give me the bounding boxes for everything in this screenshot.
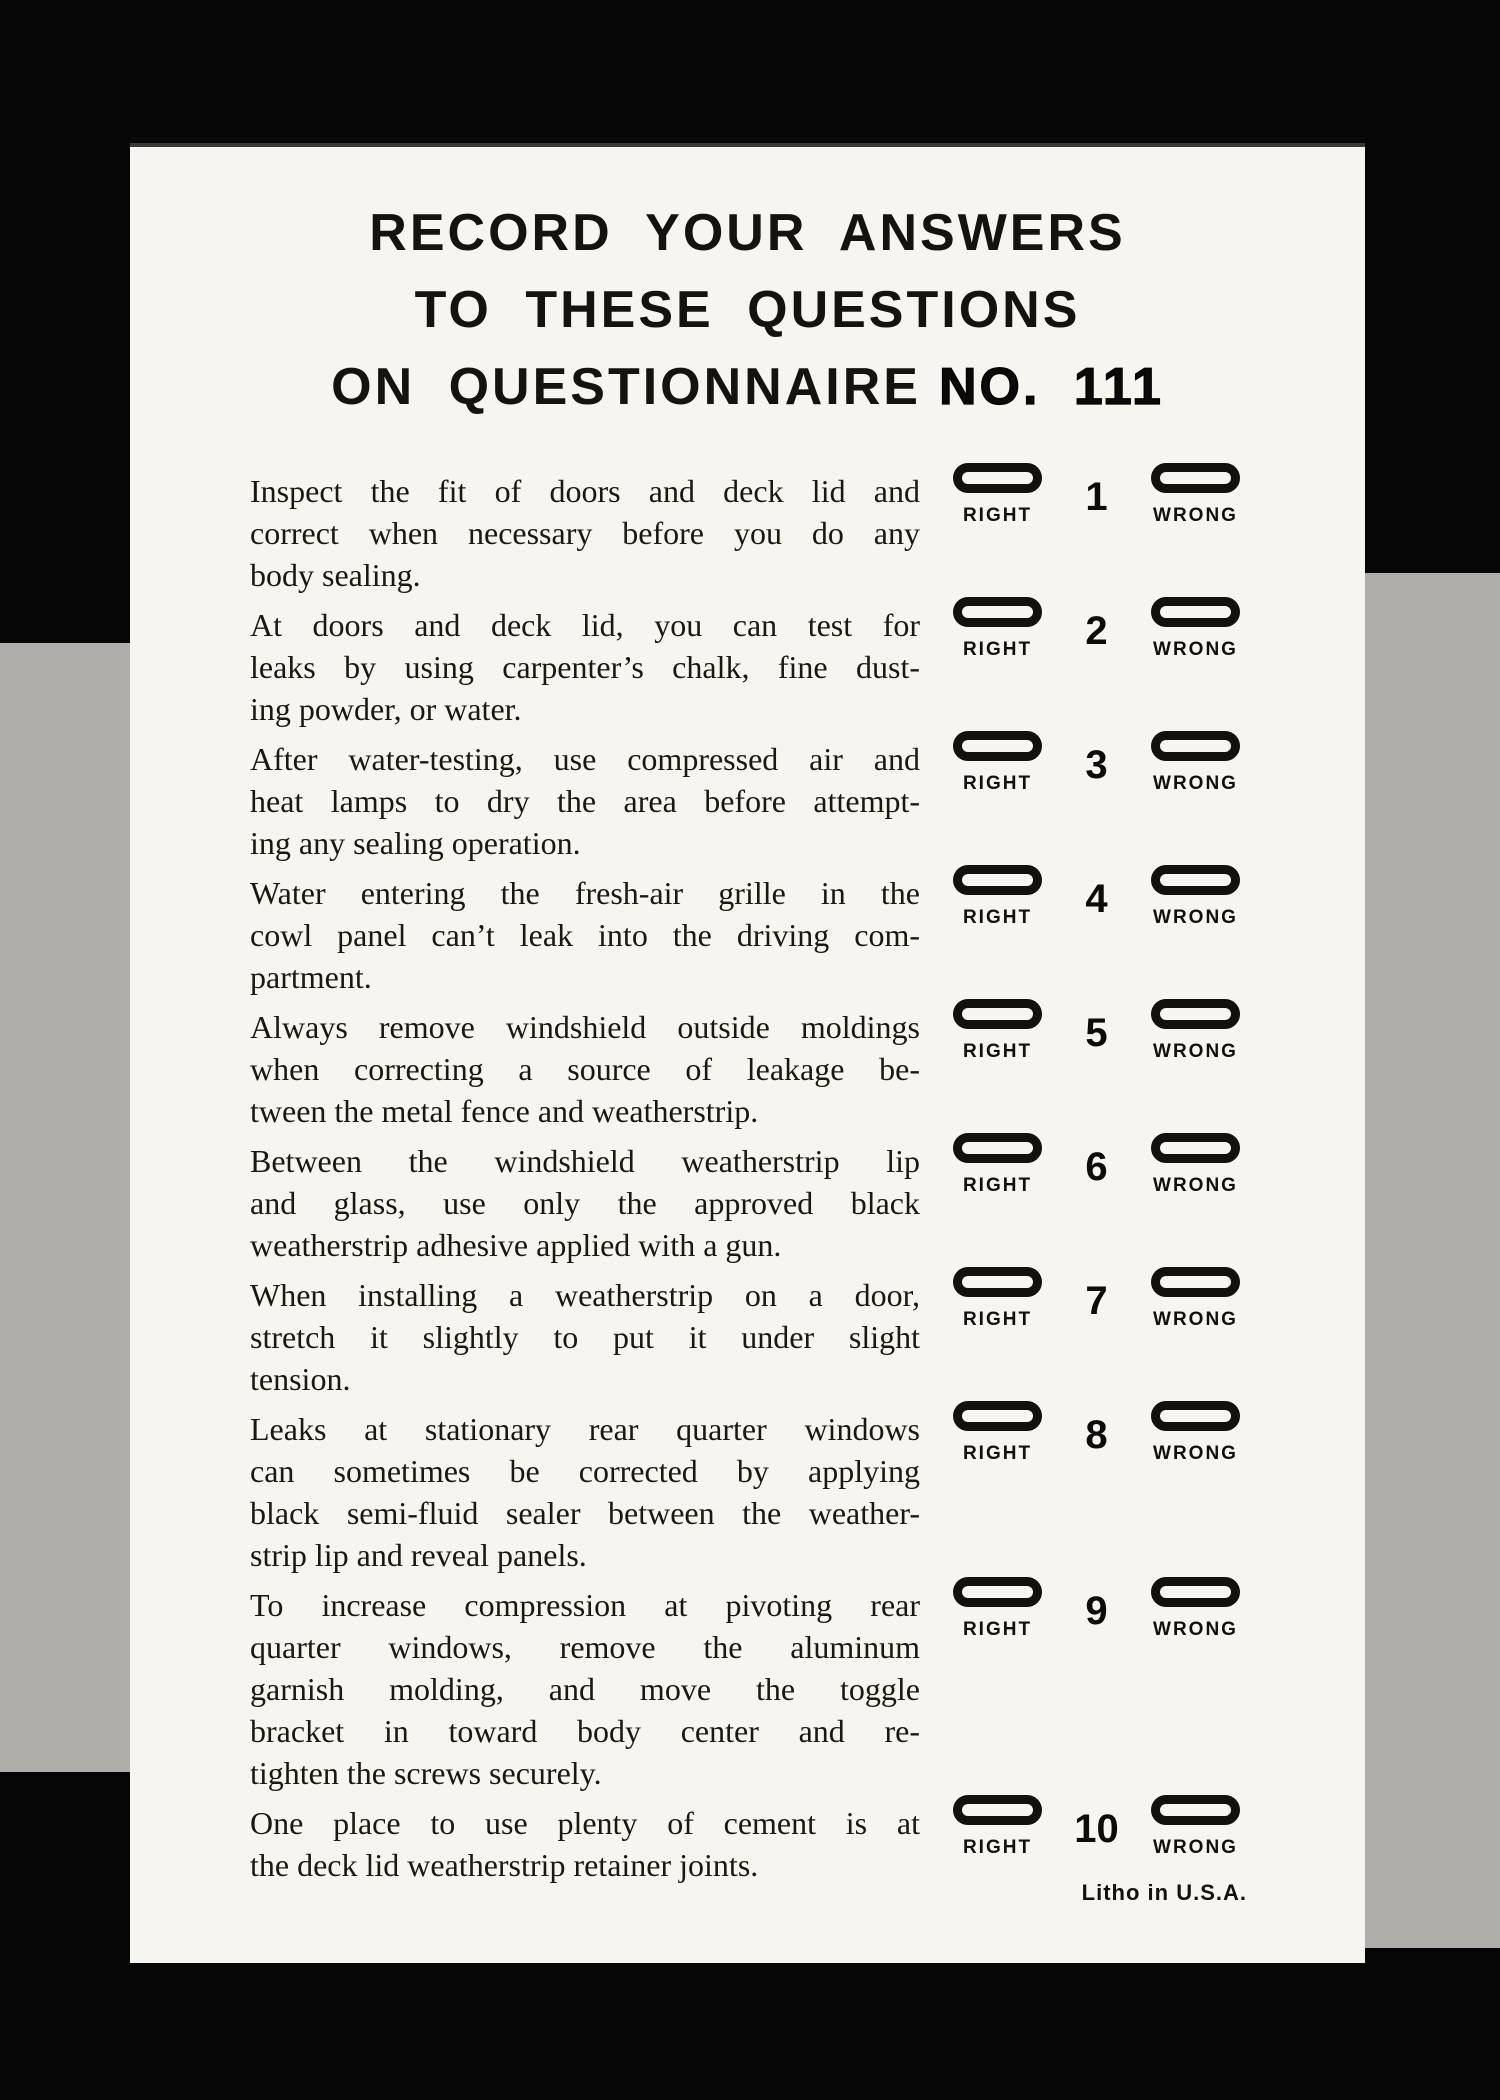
question-number: 4 [1085, 877, 1108, 921]
right-label: RIGHT [962, 907, 1033, 928]
question-row [130, 738, 1365, 864]
title-line-3 [130, 349, 1365, 426]
title-line-1: RECORD YOUR ANSWERS [369, 204, 1126, 262]
right-answer-bubble[interactable] [953, 1133, 1042, 1163]
answer-group [953, 731, 1240, 795]
right-answer-bubble[interactable] [953, 463, 1042, 493]
wrong-label: WRONG [1153, 1443, 1238, 1464]
question-number: 1 [1085, 475, 1108, 519]
right-answer-bubble[interactable] [953, 1577, 1042, 1607]
right-label: RIGHT [962, 1041, 1033, 1062]
wrong-label: WRONG [1153, 639, 1238, 660]
right-option [953, 463, 1042, 527]
question-line: Inspect the fit of doors and deck lid and [250, 473, 920, 509]
wrong-answer-bubble[interactable] [1151, 999, 1240, 1029]
wrong-option [1151, 731, 1240, 795]
question-number: 9 [1085, 1589, 1108, 1633]
answer-group [953, 463, 1240, 527]
question-line: Leaks at stationary rear quarter windows [250, 1411, 920, 1447]
answer-group [953, 597, 1240, 661]
wrong-answer-bubble[interactable] [1151, 463, 1240, 493]
right-option [953, 1577, 1042, 1641]
wrong-answer-bubble[interactable] [1151, 1267, 1240, 1297]
question-text [250, 1408, 920, 1576]
answer-group [953, 865, 1240, 929]
question-line: cowl panel can’t leak into the driving com- [250, 917, 920, 953]
question-row [130, 1274, 1365, 1400]
question-line: garnish molding, and move the toggle [250, 1671, 920, 1707]
right-answer-bubble[interactable] [953, 1401, 1042, 1431]
right-option [953, 731, 1042, 795]
right-label: RIGHT [962, 1837, 1033, 1858]
wrong-label: WRONG [1153, 773, 1238, 794]
wrong-answer-bubble[interactable] [1151, 1577, 1240, 1607]
question-row [130, 872, 1365, 998]
question-line: and glass, use only the approved black [250, 1185, 920, 1221]
wrong-option [1151, 597, 1240, 661]
wrong-option [1151, 1795, 1240, 1859]
wrong-option [1151, 865, 1240, 929]
wrong-option [1151, 463, 1240, 527]
right-answer-bubble[interactable] [953, 999, 1042, 1029]
question-number: 10 [1074, 1807, 1119, 1851]
question-line: tween the metal fence and weatherstrip. [250, 1093, 759, 1129]
wrong-label: WRONG [1153, 505, 1238, 526]
questionnaire-number: NO. 111 [938, 358, 1164, 416]
answer-card [130, 143, 1365, 1963]
question-line: bracket in toward body center and re- [250, 1713, 920, 1749]
question-line: stretch it slightly to put it under slight [250, 1319, 920, 1355]
question-text [250, 604, 920, 730]
answer-group [953, 1133, 1240, 1197]
wrong-answer-bubble[interactable] [1151, 1133, 1240, 1163]
wrong-label: WRONG [1153, 1175, 1238, 1196]
question-line: ing any sealing operation. [250, 825, 581, 861]
question-number: 3 [1085, 743, 1108, 787]
question-number: 2 [1085, 609, 1108, 653]
question-row [130, 1408, 1365, 1576]
right-answer-bubble[interactable] [953, 597, 1042, 627]
question-line: When installing a weatherstrip on a door, [250, 1277, 920, 1313]
question-line: tighten the screws securely. [250, 1755, 602, 1791]
right-option [953, 1267, 1042, 1331]
question-line: can sometimes be corrected by applying [250, 1453, 920, 1489]
question-line: black semi-fluid sealer between the weather- [250, 1495, 920, 1531]
question-line: body sealing. [250, 557, 421, 593]
question-line: Always remove windshield outside moldings [250, 1009, 920, 1045]
answer-group [953, 999, 1240, 1063]
right-label: RIGHT [962, 773, 1033, 794]
question-line: the deck lid weatherstrip retainer joints. [250, 1847, 759, 1883]
question-text [250, 1802, 920, 1886]
right-answer-bubble[interactable] [953, 1795, 1042, 1825]
wrong-label: WRONG [1153, 1041, 1238, 1062]
litho-footer: Litho in U.S.A. [1081, 1880, 1247, 1905]
question-line: when correcting a source of leakage be- [250, 1051, 920, 1087]
wrong-label: WRONG [1153, 1837, 1238, 1858]
question-text [250, 470, 920, 596]
question-row [130, 1802, 1365, 1886]
question-line: To increase compression at pivoting rear [250, 1587, 920, 1623]
question-line: Between the windshield weatherstrip lip [250, 1143, 920, 1179]
wrong-label: WRONG [1153, 1619, 1238, 1640]
right-answer-bubble[interactable] [953, 865, 1042, 895]
question-text [250, 738, 920, 864]
scanner-band-left [0, 643, 130, 1772]
wrong-answer-bubble[interactable] [1151, 865, 1240, 895]
question-number: 5 [1085, 1011, 1108, 1055]
answer-group [953, 1267, 1240, 1331]
question-row [130, 1140, 1365, 1266]
wrong-answer-bubble[interactable] [1151, 597, 1240, 627]
question-line: leaks by using carpenter’s chalk, fine dust- [250, 649, 920, 685]
question-line: Water entering the fresh-air grille in the [250, 875, 920, 911]
right-label: RIGHT [962, 639, 1033, 660]
question-line: After water-testing, use compressed air and [250, 741, 920, 777]
question-text [250, 1006, 920, 1132]
right-label: RIGHT [962, 1309, 1033, 1330]
question-line: weatherstrip adhesive applied with a gun. [250, 1227, 782, 1263]
question-number: 8 [1085, 1413, 1108, 1457]
right-option [953, 865, 1042, 929]
answer-group [953, 1401, 1240, 1465]
right-option [953, 999, 1042, 1063]
right-label: RIGHT [962, 1619, 1033, 1640]
wrong-option [1151, 1577, 1240, 1641]
title-line-3-text: ON QUESTIONNAIRE [331, 358, 921, 416]
question-line: partment. [250, 959, 372, 995]
question-line: One place to use plenty of cement is at [250, 1805, 920, 1841]
question-row [130, 1584, 1365, 1794]
right-label: RIGHT [962, 1443, 1033, 1464]
question-number: 6 [1085, 1145, 1108, 1189]
scanner-band-right [1365, 573, 1500, 1948]
right-answer-bubble[interactable] [953, 1267, 1042, 1297]
question-line: correct when necessary before you do any [250, 515, 920, 551]
answer-group [953, 1577, 1240, 1641]
question-line: ing powder, or water. [250, 691, 522, 727]
right-option [953, 1133, 1042, 1197]
wrong-option [1151, 1401, 1240, 1465]
question-line: tension. [250, 1361, 351, 1397]
question-number: 7 [1085, 1279, 1108, 1323]
question-row [130, 1006, 1365, 1132]
wrong-option [1151, 1267, 1240, 1331]
title-line-2: TO THESE QUESTIONS [414, 281, 1081, 339]
question-line: strip lip and reveal panels. [250, 1537, 587, 1573]
question-row [130, 470, 1365, 596]
questions-list [130, 470, 1365, 1886]
wrong-label: WRONG [1153, 907, 1238, 928]
wrong-answer-bubble[interactable] [1151, 731, 1240, 761]
question-text [250, 1584, 920, 1794]
question-row [130, 604, 1365, 730]
answer-group [953, 1795, 1240, 1859]
wrong-answer-bubble[interactable] [1151, 1401, 1240, 1431]
right-answer-bubble[interactable] [953, 731, 1042, 761]
wrong-option [1151, 999, 1240, 1063]
question-text [250, 872, 920, 998]
right-option [953, 597, 1042, 661]
question-line: At doors and deck lid, you can test for [250, 607, 920, 643]
right-option [953, 1401, 1042, 1465]
question-text [250, 1140, 920, 1266]
card-title [130, 195, 1365, 426]
question-text [250, 1274, 920, 1400]
right-label: RIGHT [962, 1175, 1033, 1196]
right-label: RIGHT [962, 505, 1033, 526]
right-option [953, 1795, 1042, 1859]
question-line: quarter windows, remove the aluminum [250, 1629, 920, 1665]
wrong-answer-bubble[interactable] [1151, 1795, 1240, 1825]
question-line: heat lamps to dry the area before attempt- [250, 783, 920, 819]
wrong-option [1151, 1133, 1240, 1197]
wrong-label: WRONG [1153, 1309, 1238, 1330]
